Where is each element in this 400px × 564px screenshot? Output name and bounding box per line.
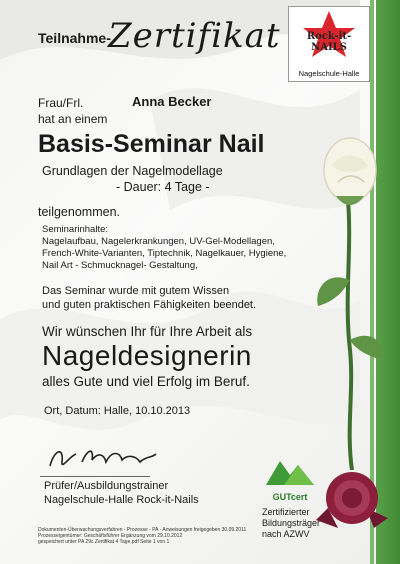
signature-mark <box>42 440 162 474</box>
certificate-prefix: Teilnahme- <box>38 30 111 46</box>
gutcert-text: GUTcert <box>272 492 308 502</box>
wish-line: alles Gute und viel Erfolg im Beruf. <box>42 374 250 389</box>
footer-line: Prozesseigentümer: Geschäftsführer Ergänzung vom 29.10.2012 <box>38 533 183 539</box>
certification-note <box>262 507 320 540</box>
participated-line: teilgenommen. <box>38 205 120 219</box>
school-logo <box>288 6 370 82</box>
certification-line: Bildungsträger <box>262 518 321 528</box>
signature-org: Nagelschule-Halle Rock-it-Nails <box>44 494 199 506</box>
wish-line: Wir wünschen Ihr für Ihre Arbeit als <box>42 324 253 339</box>
contents-line: Nagelaufbau, Nagelerkrankungen, UV-Gel-Modellagen, <box>42 236 275 247</box>
certification-line: Zertifizierter <box>262 507 310 517</box>
document-footer <box>38 527 258 545</box>
contents-line: French-White-Varianten, Tiptechnik, Nagelkauer, Hygiene, <box>42 248 287 259</box>
result-line: Das Seminar wurde mit gutem Wissen <box>42 285 230 297</box>
footer-line: Dokumenten-Überwachungsverfahren - Prozesse - PA - Anweisungen freigegeben 30.09.2011 <box>38 527 247 533</box>
wax-seal <box>310 468 394 530</box>
rose-illustration <box>296 130 394 470</box>
certificate-title: Zertifikat <box>108 16 281 56</box>
contents-line: Nail Art - Schmucknagel- Gestaltung, <box>42 260 198 271</box>
seminar-subtitle: Grundlagen der Nagelmodellage <box>42 164 223 178</box>
profession-title: Nageldesignerin <box>42 340 252 371</box>
intro-line: hat an einem <box>38 112 108 126</box>
logo-caption: Nagelschule-Halle <box>298 69 360 78</box>
logo-brand-text: Rock-it-NAILS <box>306 31 352 53</box>
place-date: Ort, Datum: Halle, 10.10.2013 <box>44 405 191 417</box>
certification-line: nach AZWV <box>262 529 310 539</box>
result-line: und guten praktischen Fähigkeiten beendet. <box>42 299 257 311</box>
recipient-name: Anna Becker <box>132 94 212 109</box>
signature-role: Prüfer/Ausbildungstrainer <box>44 480 169 492</box>
contents-heading: Seminarinhalte: <box>42 224 109 235</box>
seminar-title: Basis-Seminar Nail <box>38 130 265 158</box>
signature-line <box>40 476 150 477</box>
seminar-duration: - Dauer: 4 Tage - <box>116 180 210 194</box>
salutation-label: Frau/Frl. <box>38 96 84 110</box>
footer-line: gespeichert unter PA 29c Zertifikat 4 Tage.pdf Seite 1 von 1 <box>38 539 170 545</box>
